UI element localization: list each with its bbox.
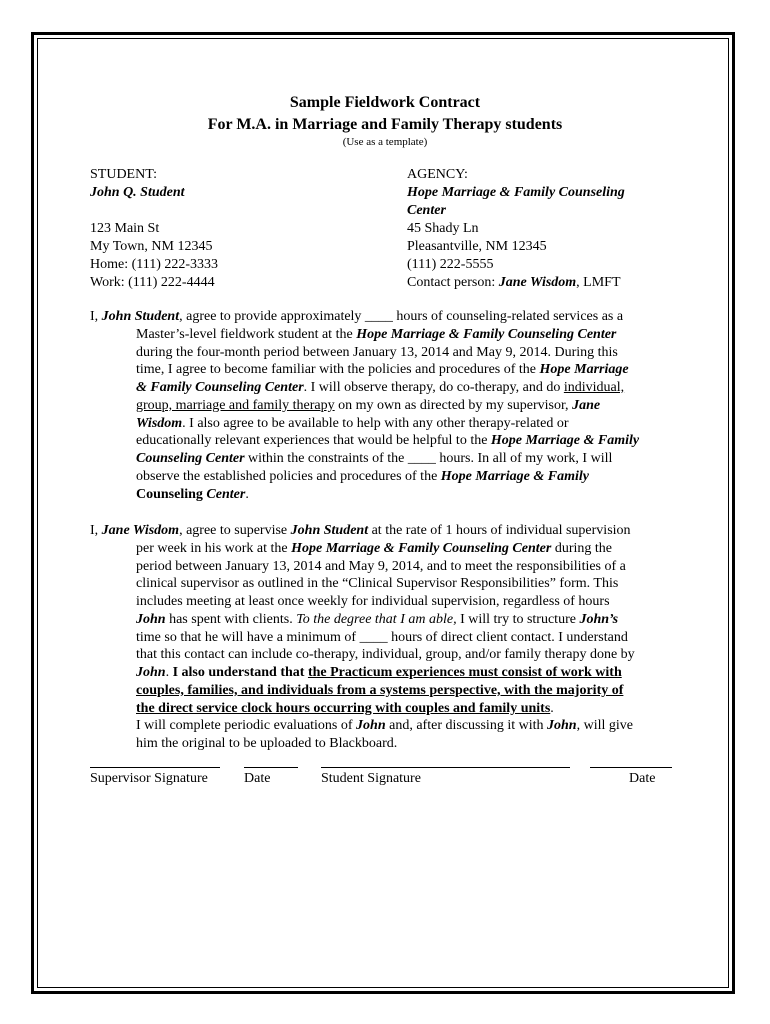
template-note: (Use as a template) — [342, 136, 428, 148]
supervisor-signature-label: Supervisor Signature — [90, 771, 208, 786]
supervisor-agreement-paragraph: I, Jane Wisdom, agree to supervise John Student at the rate of 1 hours of individual supervision per week in his work at the Hope Marriage & Family Counseling Center during the period between January 13, 2014 and May 9, 2014, and to meet the responsibilities of a clinical supervisor as outlined in the “Clinical Supervisor Responsibilities” form. This includes meeting at least once weekly for individual supervision, regardless of hours John has spent with clients. To the degree that I am able, I will try to structure John’s time so that he will have a minimum of ____ hours of direct client contact. I understand that this contact can include co-therapy, individual, group, and/or family therapy done by John. I also understand that the Practicum experiences must consist of work with couples, families, and individuals from a systems perspective, with the majority of the direct service clock hours occurring with couples and family units. I will complete periodic evaluations of John and, after discussing it with John, will give him the original to be uploaded to Blackboard. — [90, 523, 635, 751]
supervisor-date-line[interactable] — [244, 767, 298, 768]
student-block — [90, 166, 218, 292]
agency-contact: Contact person: Jane Wisdom, LMFT — [407, 275, 621, 290]
document-subtitle: For M.A. in Marriage and Family Therapy students — [207, 116, 563, 133]
supervisor-date-label: Date — [244, 771, 271, 786]
agency-block — [407, 166, 625, 292]
student-address-line1: 123 Main St — [90, 221, 160, 236]
student-home-phone: Home: (111) 222-3333 — [90, 257, 219, 272]
student-heading: STUDENT: — [90, 167, 157, 182]
student-date-label: Date — [629, 771, 656, 786]
agency-phone: (111) 222-5555 — [407, 257, 494, 272]
student-agreement-paragraph: I, John Student, agree to provide approximately ____ hours of counseling-related services as a Master’s-level fieldwork student at the Hope Marriage & Family Counseling Center during the four-month period between January 13, 2014 and May 9, 2014. During this time, I agree to become familiar with the policies and procedures of the Hope Marriage & Family Counseling Center. I will observe therapy, do co-therapy, and do individual, group, marriage and family therapy on my own as directed by my supervisor, Jane Wisdom. I also agree to be available to help with any other therapy-related or educationally relevant experiences that would be helpful to the Hope Marriage & Family Counseling Center within the constraints of the ____ hours. In all of my work, I will observe the established policies and procedures of the Hope Marriage & Family Counseling Center. — [90, 309, 640, 502]
agency-address-line2: Pleasantville, NM 12345 — [407, 239, 547, 254]
agency-name-line2: Center — [407, 203, 446, 218]
agency-address-line1: 45 Shady Ln — [407, 221, 479, 236]
student-name: John Q. Student — [90, 185, 185, 200]
document-title: Sample Fieldwork Contract — [289, 94, 481, 111]
student-signature-line[interactable] — [321, 767, 570, 768]
student-address-line2: My Town, NM 12345 — [90, 239, 213, 254]
student-date-line[interactable] — [590, 767, 672, 768]
agency-name-line1: Hope Marriage & Family Counseling — [407, 185, 625, 200]
agency-heading: AGENCY: — [407, 167, 468, 182]
supervisor-signature-line[interactable] — [90, 767, 220, 768]
student-signature-label: Student Signature — [321, 771, 421, 786]
student-work-phone: Work: (111) 222-4444 — [90, 275, 215, 290]
